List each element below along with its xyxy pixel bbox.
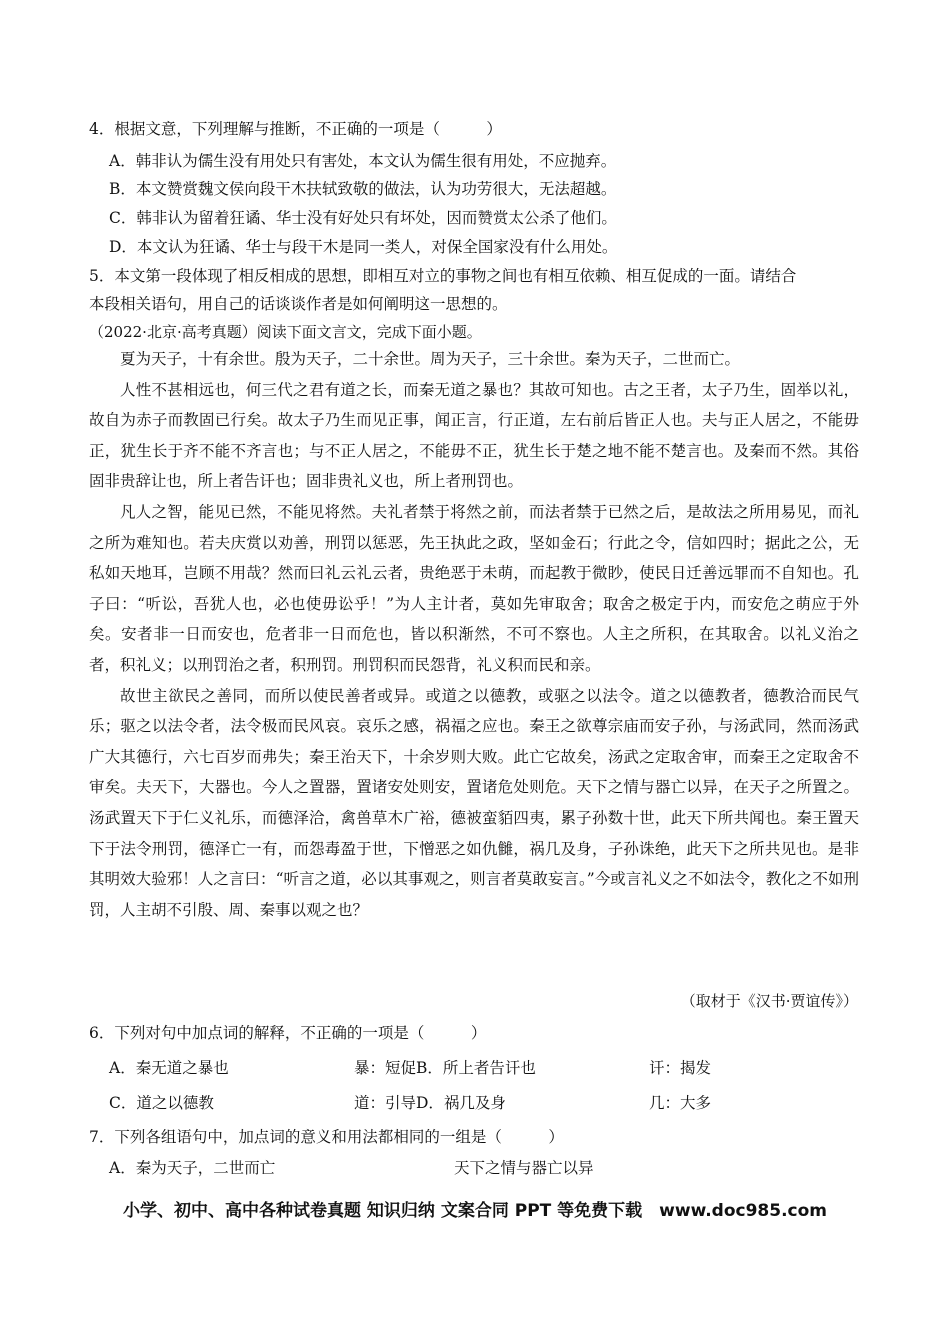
- passage-paragraph-4: 故世主欲民之善同，而所以使民善者或异。或道之以德教，或驱之以法令。道之以德教者，德教洽而民气乐；驱之以法令者，法令极而民风哀。哀乐之感，祸福之应也。秦王之欲尊宗庙而安子孙，与汤武同，然而汤武广大其德行，六七百岁而弗失；秦王治天下，十余岁则大败。此亡它故矣，汤武之定取舍审，而秦王之定取舍不审矣。夫天下，大器也。今人之置器，置诸安处则安，置诸危处则危。天下之情与器亡以异，在天子之所置之。汤武置天下于仁义礼乐，而德泽洽，禽兽草木广裕，德被蛮貊四夷，累子孙数十世，此天下所共闻也。秦王置天下于法令刑罚，德泽亡一有，而怨毒盈于世，下憎恶之如仇雠，祸几及身，子孙诛绝，此天下之所共见也。是非其明效大验邪！人之言曰：“听言之道，必以其事观之，则言者莫敢妄言。”今或言礼义之不如法令，教化之不如刑罚，人主胡不引殷、周、秦事以观之也？: [89, 686, 859, 919]
- question-6-option-d-gloss: 几：大多: [649, 1094, 712, 1112]
- question-4-option-c: C．韩非认为留着狂谲、华士没有好处只有坏处，因而赞赏太公杀了他们。: [109, 209, 617, 227]
- passage-paragraph-3: 凡人之智，能见已然，不能见将然。夫礼者禁于将然之前，而法者禁于已然之后，是故法之所用易见，而礼之所为难知也。若夫庆赏以劝善，刑罚以惩恶，先王执此之政，坚如金石；行此之令，信如四时；据此之公，无私如天地耳，岂顾不用哉？然而曰礼云礼云者，贵绝恶于未萌，而起教于微眇，使民日迁善远罪而不自知也。孔子曰：“听讼，吾犹人也，必也使毋讼乎！”为人主计者，莫如先审取舍；取舍之极定于内，而安危之萌应于外矣。安者非一日而安也，危者非一日而危也，皆以积渐然，不可不察也。人主之所积，在其取舍。以礼义治之者，积礼义；以刑罚治之者，积刑罚。刑罚积而民怨背，礼义积而民和亲。: [89, 502, 859, 674]
- question-4-stem: 4．根据文意，下列理解与推断，不正确的一项是（ ）: [89, 120, 502, 138]
- question-6-stem: 6．下列对句中加点词的解释，不正确的一项是（ ）: [89, 1024, 487, 1042]
- passage-paragraph-1: 夏为天子，十有余世。殷为天子，二十余世。周为天子，三十余世。秦为天子，二世而亡。: [120, 350, 741, 368]
- question-6-option-a: A．秦无道之暴也: [109, 1059, 229, 1077]
- question-7-row-a: [109, 1157, 869, 1179]
- question-4-option-a: A．韩非认为儒生没有用处只有害处，本文认为儒生很有用处，不应抛弃。: [109, 152, 617, 170]
- question-7-stem: 7．下列各组语句中，加点词的意义和用法都相同的一组是（ ）: [89, 1128, 564, 1146]
- question-6-row-ab: [109, 1057, 869, 1079]
- passage-attribution: （取材于《汉书·贾谊传》）: [680, 992, 858, 1010]
- source-intro: （2022·北京·高考真题）阅读下面文言文，完成下面小题。: [89, 323, 482, 341]
- passage: [89, 344, 859, 925]
- question-4-option-b: B．本文赞赏魏文侯向段干木扶轼致敬的做法，认为功劳很大，无法超越。: [109, 180, 617, 198]
- question-5-line-1: 5．本文第一段体现了相反相成的思想，即相互对立的事物之间也有相互依赖、相互促成的一面。请结合: [89, 267, 797, 285]
- question-6-option-a-gloss-b: 暴：短促B．所上者告讦也: [354, 1059, 536, 1077]
- question-7-option-a-right: 天下之情与器亡以异: [454, 1159, 594, 1177]
- footer-banner: 小学、初中、高中各种试卷真题 知识归纳 文案合同 PPT 等免费下载 www.doc985.com: [122, 1201, 827, 1221]
- question-6-option-c: C．道之以德教: [109, 1094, 214, 1112]
- question-6-option-c-gloss-d: 道：引导D．祸几及身: [354, 1094, 506, 1112]
- question-6-row-cd: [109, 1092, 869, 1114]
- question-6-option-b-gloss: 讦：揭发: [649, 1059, 712, 1077]
- question-7-option-a-left: A．秦为天子，二世而亡: [109, 1159, 276, 1177]
- question-5-line-2: 本段相关语句，用自己的话谈谈作者是如何阐明这一思想的。: [89, 295, 508, 313]
- question-4-option-d: D．本文认为狂谲、华士与段干木是同一类人，对保全国家没有什么用处。: [109, 238, 618, 256]
- passage-paragraph-2: 人性不甚相远也，何三代之君有道之长，而秦无道之暴也？其故可知也。古之王者，太子乃生，固举以礼，故自为赤子而教固已行矣。故太子乃生而见正事，闻正言，行正道，左右前后皆正人也。夫与正人居之，不能毋正，犹生长于齐不能不齐言也；与不正人居之，不能毋不正，犹生长于楚之地不能不楚言也。及秦而不然。其俗固非贵辞让也，所上者告讦也；固非贵礼义也，所上者刑罚也。: [89, 380, 859, 491]
